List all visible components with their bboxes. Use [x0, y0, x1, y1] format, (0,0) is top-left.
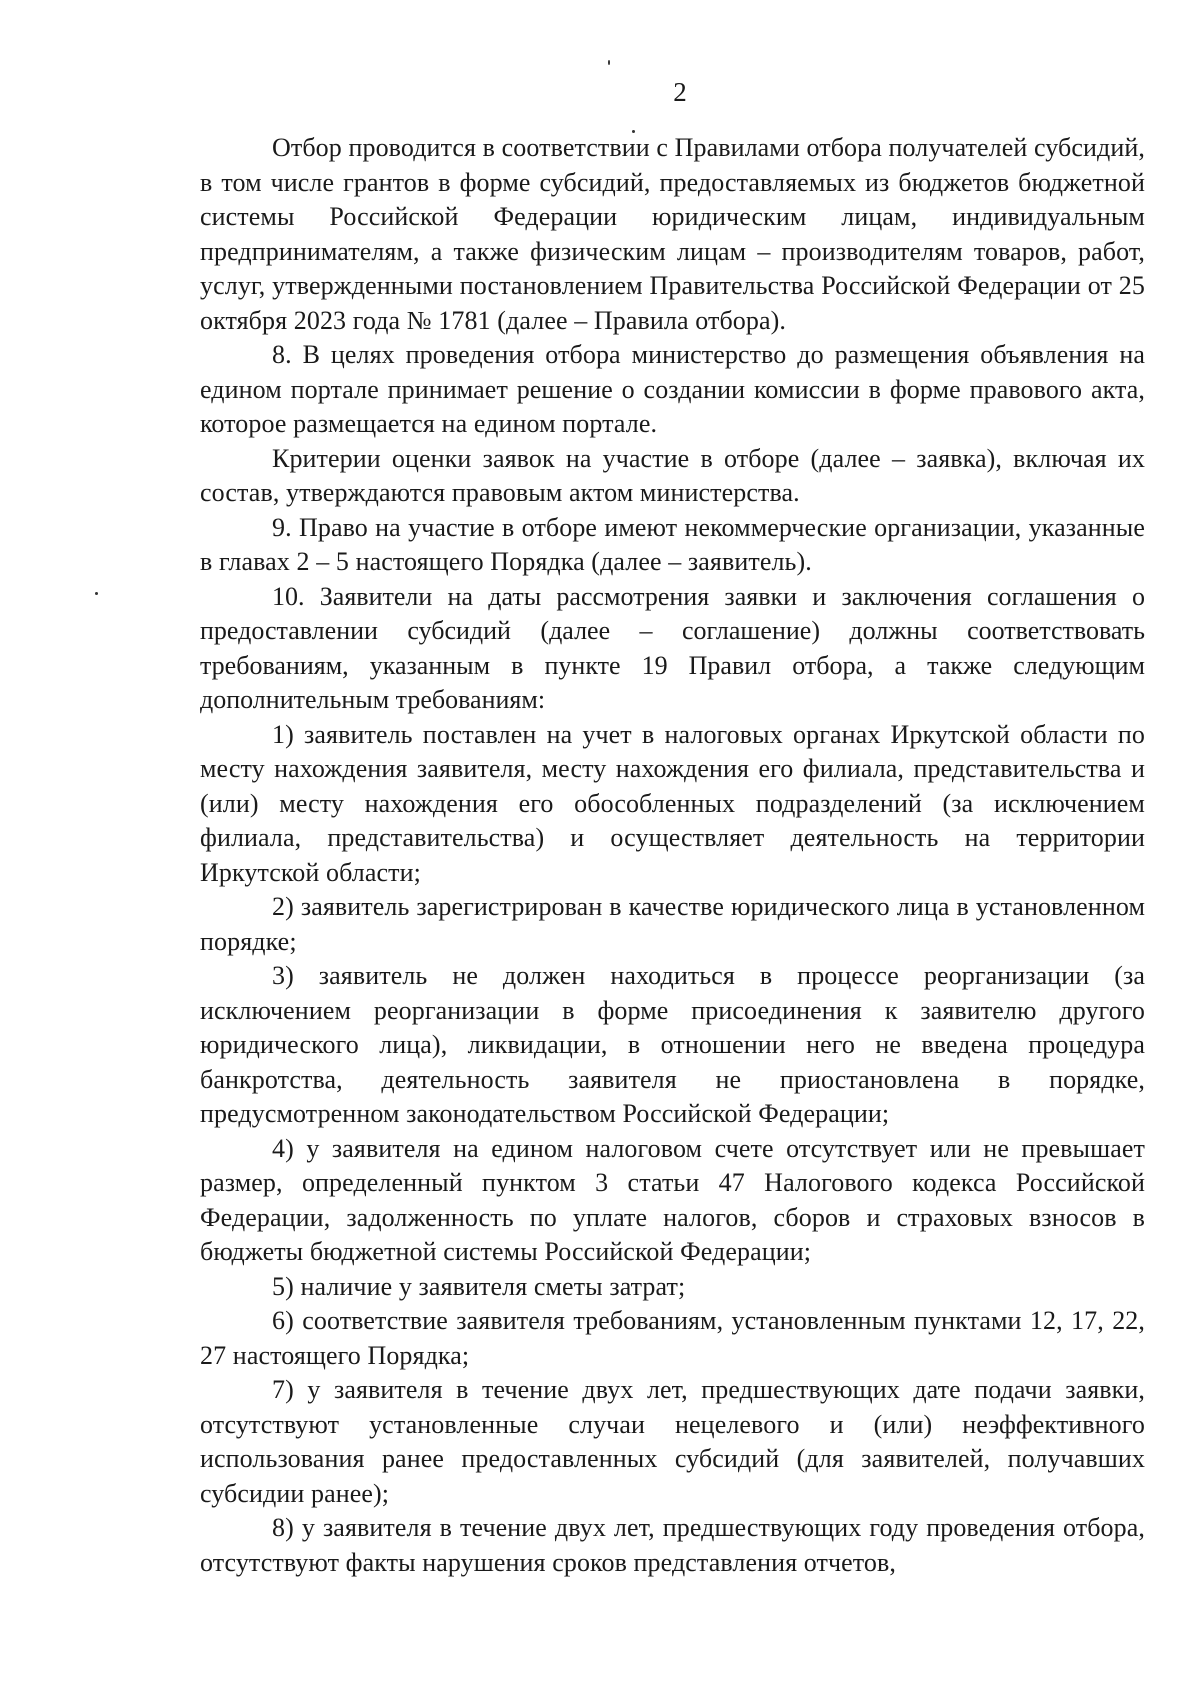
requirement-6: 6) соответствие заявителя требованиям, установленным пунктами 12, 17, 22, 27 настоящего Порядка;	[200, 1306, 1145, 1370]
requirement-3: 3) заявитель не должен находиться в процессе реорганизации (за исключением реорганизации в форме присоединения к заявителю другого юридического лица), ликвидации, в отношении него не введена процедура банкротства, деятельность заявителя не приостановлена в порядке, предусмотренном законодательством Российской Федерации;	[200, 961, 1145, 1128]
requirement-5: 5) наличие у заявителя сметы затрат;	[272, 1271, 686, 1301]
paragraph-item-10: 10. Заявители на даты рассмотрения заявки и заключения соглашения о предоставлении субсидий (далее – соглашение) должны соответствовать требованиям, указанным в пункте 19 Правил отбора, а также следующим дополнительным требованиям:	[200, 581, 1145, 714]
document-body	[200, 131, 1145, 1580]
scan-speck	[608, 60, 610, 65]
paragraph-selection-rules: Отбор проводится в соответствии с Правилами отбора получателей субсидий, в том числе грантов в форме субсидий, предоставляемых из бюджетов бюджетной системы Российской Федерации юридическим лицам, индивидуальным предпринимателям, а также физическим лицам – производителям товаров, работ, услуг, утвержденными постановлением Правительства Российской Федерации от 25 октября 2023 года № 1781 (далее – Правила отбора).	[200, 133, 1145, 335]
page-number: 2	[673, 77, 687, 107]
paragraph-item-8: 8. В целях проведения отбора министерство до размещения объявления на едином портале принимает решение о создании комиссии в форме правового акта, которое размещается на едином портале.	[200, 340, 1145, 438]
requirement-8: 8) у заявителя в течение двух лет, предшествующих году проведения отбора, отсутствуют факты нарушения сроков представления отчетов,	[200, 1513, 1145, 1577]
requirement-1: 1) заявитель поставлен на учет в налоговых органах Иркутской области по месту нахождения заявителя, месту нахождения его филиала, представительства и (или) месту нахождения его обособленных подразделений (за исключением филиала, представительства) и осуществляет деятельность на территории Иркутской области;	[200, 719, 1145, 887]
paragraph-criteria: Критерии оценки заявок на участие в отборе (далее – заявка), включая их состав, утверждаются правовым актом министерства.	[200, 443, 1145, 507]
scan-speck	[95, 592, 98, 595]
paragraph-item-9: 9. Право на участие в отборе имеют некоммерческие организации, указанные в главах 2 – 5 настоящего Порядка (далее – заявитель).	[200, 512, 1145, 576]
requirement-2: 2) заявитель зарегистрирован в качестве юридического лица в установленном порядке;	[200, 892, 1145, 956]
requirement-4: 4) у заявителя на едином налоговом счете отсутствует или не превышает размер, определенный пунктом 3 статьи 47 Налогового кодекса Российской Федерации, задолженность по уплате налогов, сборов и страховых взносов в бюджеты бюджетной системы Российской Федерации;	[200, 1133, 1145, 1266]
requirement-7: 7) у заявителя в течение двух лет, предшествующих дате подачи заявки, отсутствуют установленные случаи нецелевого и (или) неэффективного использования ранее предоставленных субсидий (для заявителей, получавших субсидии ранее);	[200, 1375, 1145, 1508]
